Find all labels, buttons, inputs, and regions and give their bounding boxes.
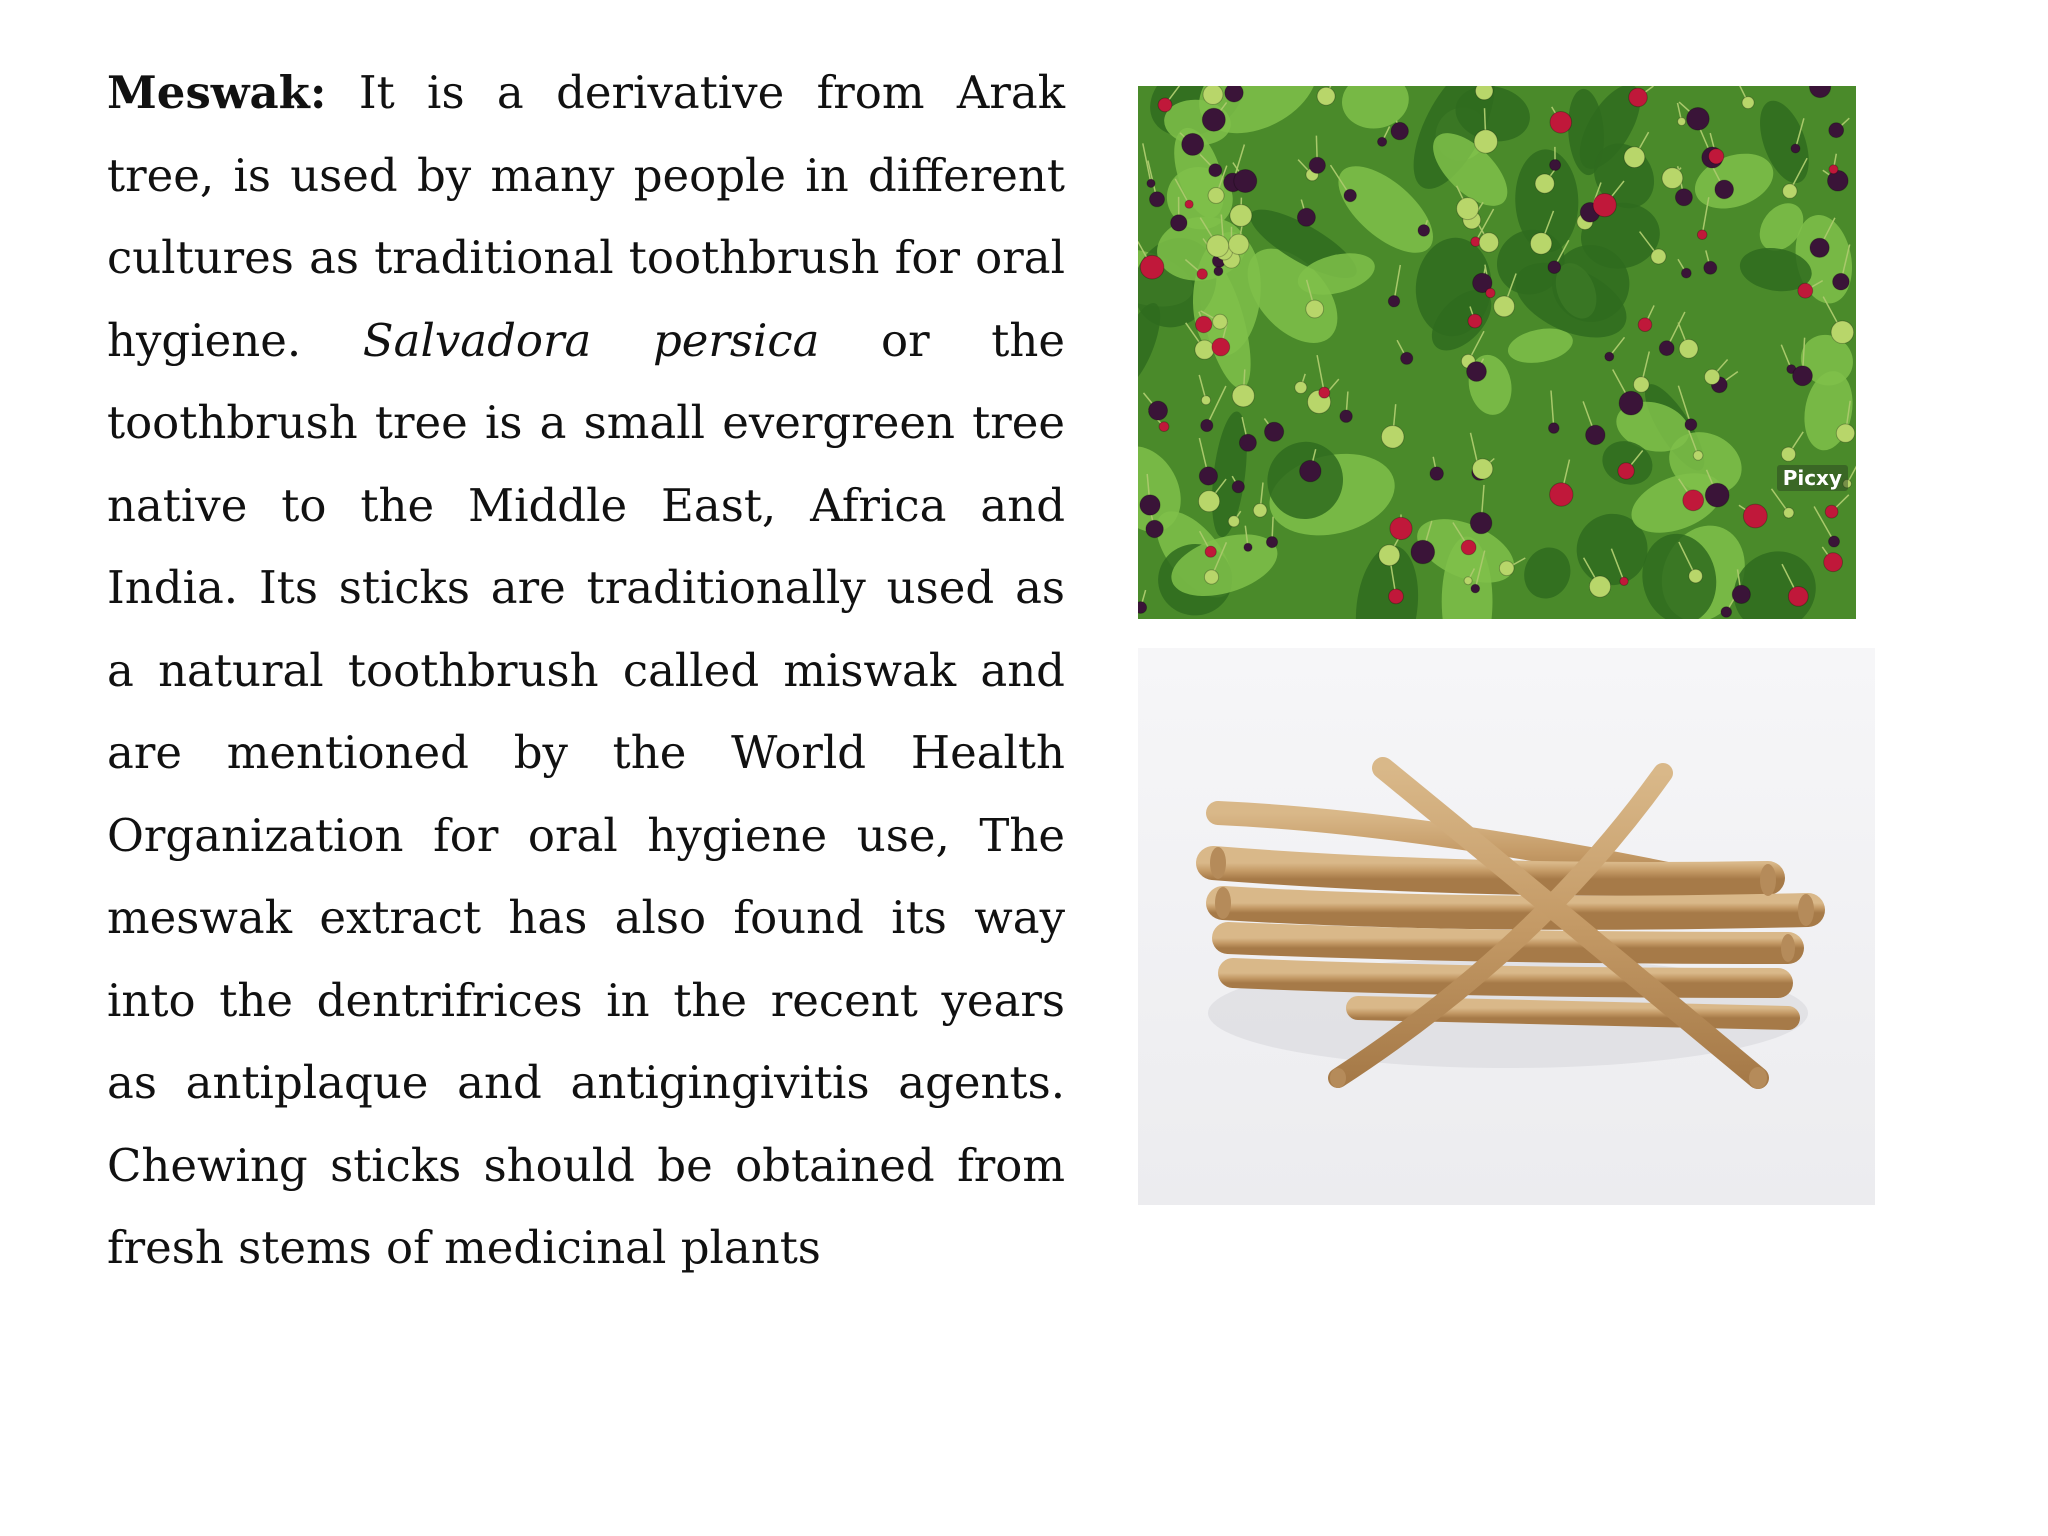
berry-dot: [1659, 341, 1674, 356]
berry-dot: [1831, 321, 1854, 344]
berry-dot: [1662, 168, 1683, 189]
berry-dot: [1158, 98, 1172, 112]
berry-dot: [1199, 467, 1217, 485]
berry-dot: [1689, 569, 1703, 583]
berry-dot: [1697, 230, 1707, 240]
berry-dot: [1140, 495, 1160, 515]
berry-dot: [1309, 157, 1325, 173]
berry-dot: [1704, 261, 1717, 274]
berry-dot: [1201, 396, 1210, 405]
berry-dot: [1472, 459, 1492, 479]
berry-dot: [1411, 540, 1435, 564]
berry-dot: [1297, 208, 1315, 226]
berry-dot: [1781, 447, 1795, 461]
berry-dot: [1675, 189, 1692, 206]
berry-dot: [1833, 273, 1850, 290]
berry-dot: [1150, 192, 1165, 207]
berry-dot: [1638, 318, 1652, 332]
berry-dot: [1229, 234, 1249, 254]
berry-dot: [1783, 184, 1797, 198]
berry-dot: [1234, 170, 1257, 193]
berry-dot: [1201, 419, 1213, 431]
berry-dot: [1464, 577, 1472, 585]
berry-dot: [1390, 517, 1412, 539]
berry-dot: [1418, 225, 1430, 237]
berry-dot: [1389, 589, 1404, 604]
miswak-sticks-illustration: [1138, 648, 1875, 1205]
berry-dot: [1239, 434, 1256, 451]
berry-dot: [1208, 188, 1224, 204]
berry-dot: [1340, 410, 1352, 422]
berry-dot: [1185, 200, 1193, 208]
berry-dot: [1618, 463, 1634, 479]
berry-dot: [1620, 577, 1628, 585]
berry-dot: [1230, 205, 1252, 227]
berry-dot: [1793, 366, 1813, 386]
berry-dot: [1461, 540, 1476, 555]
berry-dot: [1197, 269, 1207, 279]
berry-dot: [1619, 391, 1643, 415]
berry-dot: [1810, 238, 1829, 257]
berry-dot: [1196, 316, 1212, 332]
berry-dot: [1550, 483, 1573, 506]
berry-dot: [1593, 194, 1616, 217]
berry-dot: [1605, 352, 1614, 361]
berry-dot: [1732, 585, 1750, 603]
berry-dot: [1388, 296, 1399, 307]
berry-dot: [1207, 235, 1229, 257]
berry-dot: [1391, 122, 1408, 139]
species-epithet: persica: [652, 313, 820, 367]
berry-dot: [1693, 451, 1703, 461]
berry-dot: [1825, 505, 1838, 518]
berry-dot: [1214, 267, 1223, 276]
berry-dot: [1721, 607, 1732, 618]
berry-dot: [1687, 108, 1710, 131]
berry-dot: [1378, 137, 1387, 146]
berry-dot: [1253, 504, 1267, 518]
berry-dot: [1138, 602, 1147, 614]
berry-dot: [1678, 118, 1686, 126]
berry-dot: [1213, 314, 1228, 329]
berry-dot: [1430, 467, 1443, 480]
berry-dot: [1743, 504, 1767, 528]
paragraph-body: or the toothbrush tree is a small evergreen tree native to the Middle East, Africa and India. Its sticks are traditionally used as a natural toothbrush called miswak and are mentioned by the World Health Organization for oral hygiene use, The meswak extract has also found its way into the dentrifrices in the recent years as antiplaque and antigingivitis agents. Chewing sticks should be obtained from fresh stems of medicinal plants: [107, 313, 1065, 1274]
berry-dot: [1829, 536, 1840, 547]
berry-dot: [1829, 165, 1838, 174]
berry-dot: [1265, 422, 1284, 441]
picxy-watermark: Picxy: [1777, 465, 1848, 491]
berry-dot: [1232, 385, 1254, 407]
berry-dot: [1212, 338, 1230, 356]
berry-dot: [1225, 86, 1243, 102]
berry-dot: [1624, 147, 1645, 168]
miswak-sticks-photo: [1138, 648, 1875, 1205]
paragraph-intro: It is a derivative from Arak tree, is used by many people in different cultures as traditional toothbrush for oral hygiene.: [107, 66, 1065, 367]
berry-dot: [1651, 249, 1666, 264]
term-heading: Meswak:: [107, 66, 327, 119]
berry-dot: [1159, 422, 1169, 432]
berry-dot: [1705, 483, 1729, 507]
salvadora-berries-photo: [1138, 86, 1856, 619]
berry-dot: [1295, 382, 1307, 394]
berry-dot: [1788, 587, 1808, 607]
berry-dot: [1171, 215, 1187, 231]
berry-dot: [1479, 233, 1498, 252]
berry-dot: [1634, 377, 1650, 393]
berry-dot: [1715, 180, 1734, 199]
berry-dot: [1586, 425, 1605, 444]
berry-dot: [1535, 174, 1554, 193]
berry-dot: [1182, 133, 1204, 155]
meswak-paragraph: [107, 52, 1065, 1290]
berry-dot: [1457, 198, 1479, 220]
berry-dot: [1199, 491, 1220, 512]
berry-dot: [1784, 508, 1794, 518]
berry-dot: [1683, 490, 1704, 511]
berry-dot: [1681, 268, 1691, 278]
berry-dot: [1146, 520, 1163, 537]
berry-dot: [1475, 86, 1493, 100]
berry-dot: [1499, 561, 1514, 576]
berry-dot: [1140, 255, 1164, 279]
berry-dot: [1589, 576, 1610, 597]
berry-dot: [1798, 283, 1813, 298]
berry-dot: [1209, 164, 1222, 177]
berry-dot: [1244, 543, 1252, 551]
berry-dot: [1494, 296, 1515, 317]
berry-dot: [1317, 87, 1335, 105]
berry-dot: [1530, 233, 1551, 254]
berry-dot: [1204, 570, 1218, 584]
berry-dot: [1300, 460, 1321, 481]
berry-dot: [1791, 144, 1800, 153]
berry-dot: [1202, 108, 1225, 131]
berry-dot: [1468, 314, 1482, 328]
berry-dot: [1685, 419, 1697, 431]
berry-dot: [1379, 545, 1400, 566]
berry-dot: [1486, 288, 1495, 297]
berry-dot: [1381, 426, 1404, 449]
berry-dot: [1195, 340, 1214, 359]
berry-dot: [1319, 387, 1330, 398]
berry-dot: [1548, 261, 1561, 274]
berry-dot: [1266, 537, 1277, 548]
berry-dot: [1471, 584, 1480, 593]
berry-dot: [1550, 112, 1572, 134]
berry-dot: [1203, 86, 1223, 105]
berry-dot: [1828, 170, 1849, 191]
berry-dot: [1836, 424, 1854, 442]
berry-dot: [1306, 300, 1324, 318]
berry-dot: [1470, 512, 1492, 534]
berry-dot: [1147, 179, 1155, 187]
berry-dot: [1629, 88, 1648, 107]
berry-dot: [1829, 123, 1844, 138]
berry-dot: [1824, 553, 1843, 572]
berry-dot: [1709, 149, 1724, 164]
berry-dot: [1232, 481, 1244, 493]
berries-illustration: [1138, 86, 1856, 619]
berry-dot: [1149, 401, 1168, 420]
berry-dot: [1549, 423, 1560, 434]
berry-dot: [1742, 97, 1754, 109]
berry-dot: [1205, 546, 1216, 557]
berry-dot: [1344, 189, 1356, 201]
berry-dot: [1228, 516, 1239, 527]
berry-dot: [1705, 369, 1720, 384]
species-genus: Salvadora: [362, 313, 592, 367]
berry-dot: [1550, 160, 1561, 171]
berry-dot: [1679, 339, 1698, 358]
berry-dot: [1474, 130, 1497, 153]
berry-dot: [1401, 352, 1413, 364]
berry-dot: [1467, 362, 1487, 382]
